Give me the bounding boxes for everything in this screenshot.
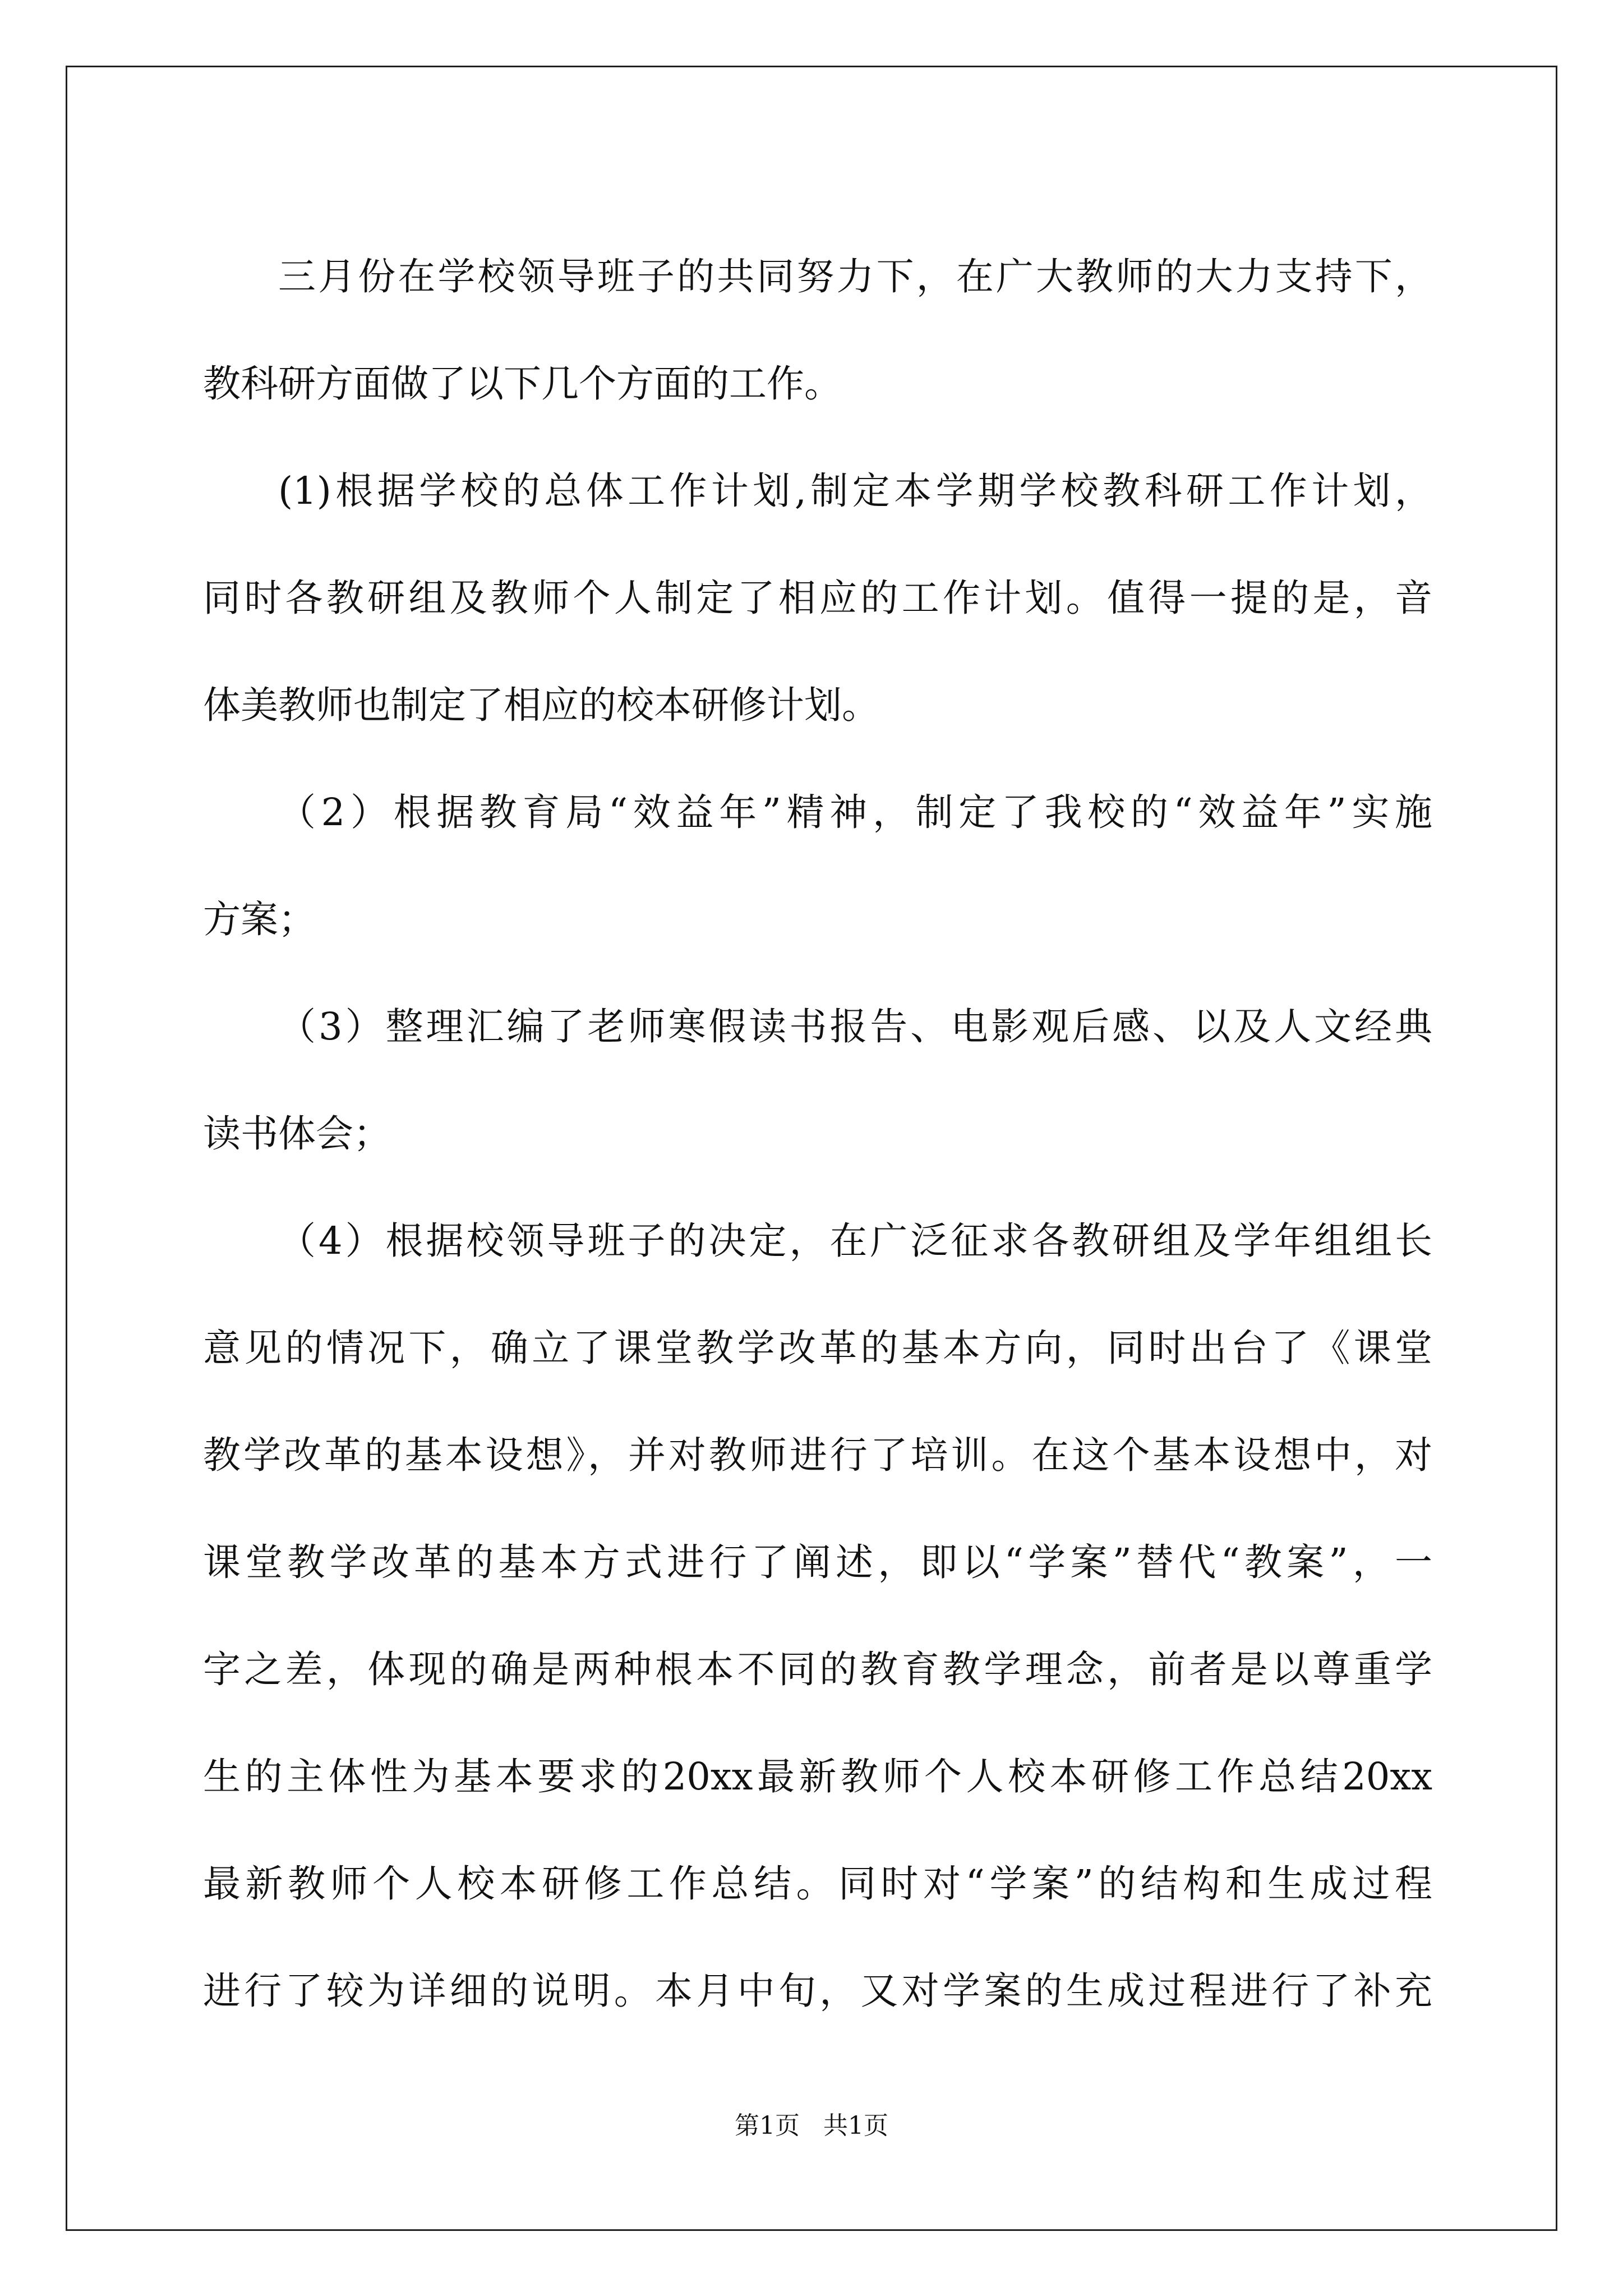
text-line: 字之差，体现的确是两种根本不同的教育教学理念，前者是以尊重学 (203, 1648, 1432, 1691)
text-line: （3）整理汇编了老师寒假读书报告、电影观后感、以及人文经典 (278, 1005, 1432, 1048)
text-line: 方案； (203, 898, 316, 941)
text-line: 同时各教研组及教师个人制定了相应的工作计划。值得一提的是，音 (203, 576, 1432, 620)
text-line: 最新教师个人校本研修工作总结。同时对“学案”的结构和生成过程 (203, 1862, 1432, 1906)
text-line: （2）根据教育局“效益年”精神，制定了我校的“效益年”实施 (278, 790, 1432, 834)
text-line: 教科研方面做了以下几个方面的工作。 (203, 362, 842, 406)
document-body (203, 223, 1432, 2045)
text-line: 意见的情况下，确立了课堂教学改革的基本方向，同时出台了《课堂 (203, 1326, 1432, 1370)
text-line: 读书体会； (203, 1112, 391, 1156)
text-line: （4）根据校领导班子的决定，在广泛征求各教研组及学年组组长 (278, 1219, 1432, 1263)
text-line: 课堂教学改革的基本方式进行了阐述，即以“学案”替代“教案”，一 (203, 1540, 1432, 1584)
text-line: 三月份在学校领导班子的共同努力下，在广大教师的大力支持下， (278, 255, 1432, 298)
text-line: 进行了较为详细的说明。本月中旬，又对学案的生成过程进行了补充 (203, 1969, 1432, 2013)
text-line: 体美教师也制定了相应的校本研修计划。 (203, 683, 879, 727)
text-line: 生的主体性为基本要求的20xx最新教师个人校本研修工作总结20xx (203, 1755, 1432, 1798)
text-line: (1)根据学校的总体工作计划,制定本学期学校教科研工作计划， (278, 469, 1432, 513)
text-line: 教学改革的基本设想》，并对教师进行了培训。在这个基本设想中，对 (203, 1433, 1432, 1477)
page-footer: 第1页 共1页 (735, 2111, 888, 2140)
